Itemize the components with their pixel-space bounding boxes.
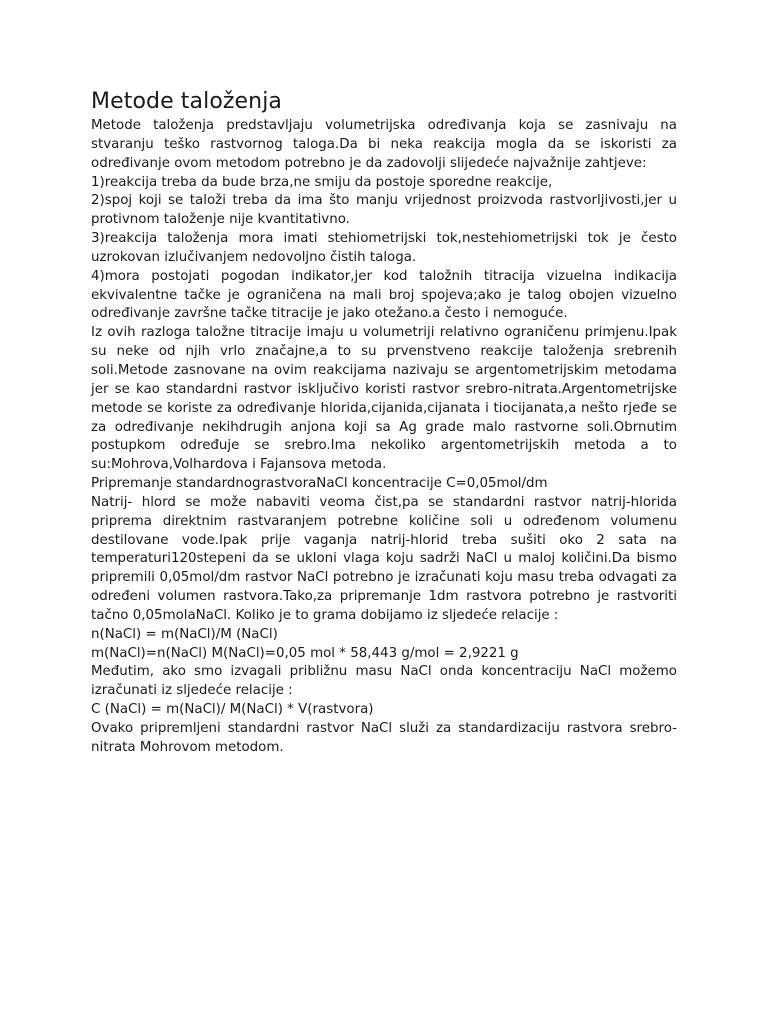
formula-concentration: C (NaCl) = m(NaCl)/ M(NaCl) * V(rastvora)	[91, 702, 374, 718]
document-page	[91, 88, 677, 758]
paragraph-conclusion: Ovako pripremljeni standardni rastvor NaCl služi za standardizaciju rastvora srebro-nitrata Mohrovom metodom.	[91, 721, 677, 755]
paragraph-requirement-2: 2)spoj koji se taloži treba da ima što manju vrijednost proizvoda rastvorljivosti,jer u protivnom taloženje nije kvantitativno.	[91, 193, 677, 228]
paragraph-concentration: Međutim, ako smo izvagali približnu masu NaCl onda koncentraciju NaCl možemo izračunati iz sljedeće relacije :	[91, 664, 677, 699]
formula-moles: n(NaCl) = m(NaCl)/M (NaCl)	[91, 626, 278, 642]
paragraph-nacl-heading: Pripremanje standardnograstvoraNaCl koncentracije C=0,05mol/dm	[91, 476, 548, 492]
paragraph-argentometry: Iz ovih razloga taložne titracije imaju u volumetriji relativno ograničenu primjenu.Ipak su neke od njih vrlo značajne,a to su prvenstveno reakcije taloženja srebrenih soli.Metode zasnovane na ovim reakcijama nazivaju se argentometrijskim metodama jer se kao standardni rastvor isključivo koristi rastvor srebro-nitrata.Argentometrijske metode se koriste za određivanje hlorida,cijanida,cijanata i tiocijanata,a nešto rjeđe se za određivanje nekihdrugih anjona koji sa Ag grade malo rastvorne soli.Obrnutim postupkom određuje se srebro.Ima nekoliko argentometrijskih metoda a to su:Mohrova,Volhardova i Fajansova metoda.	[91, 325, 677, 473]
formula-mass: m(NaCl)=n(NaCl) M(NaCl)=0,05 mol * 58,443 g/mol = 2,9221 g	[91, 645, 519, 661]
page-title: Metode taloženja	[91, 89, 282, 114]
paragraph-requirement-1: 1)reakcija treba da bude brza,ne smiju da postoje sporedne reakcije,	[91, 174, 553, 190]
document-body	[91, 117, 677, 758]
paragraph-requirement-3: 3)reakcija taloženja mora imati stehiometrijski tok,nestehiometrijski tok je često uzrokovan izlučivanjem nedovoljno čistih taloga.	[91, 231, 677, 265]
paragraph-intro: Metode taloženja predstavljaju volumetrijska određivanja koja se zasnivaju na stvaranju teško rastvornog taloga.Da bi neka reakcija mogla da se iskoristi za određivanje ovom metodom potrebno je da zadovolji slijedeće najvažnije zahtjeve:	[91, 118, 677, 171]
paragraph-requirement-4: 4)mora postojati pogodan indikator,jer kod taložnih titracija vizuelna indikacija ekvivalentne tačke je ograničena na mali broj spojeva;ako je talog obojen vizuelno određivanje završne tačke titracije je jako otežano.a često i nemoguće.	[91, 268, 677, 322]
paragraph-nacl-preparation: Natrij- hlord se može nabaviti veoma čist,pa se standardni rastvor natrij-hlorida priprema direktnim rastvaranjem potrebne količine soli u određenom volumenu destilovane vode.Ipak prije vaganja natrij-hlorid treba sušiti oko 2 sata na temperaturi120stepeni da se ukloni vlaga koju sadrži NaCl u maloj količini.Da bismo pripremili 0,05mol/dm rastvor NaCl potrebno je izračunati koju masu treba odvagati za određeni volumen rastvora.Tako,za pripremanje 1dm rastvora potrebno je rastvoriti tačno 0,05molaNaCl. Koliko je to grama dobijamo iz sljedeće relacije :	[91, 494, 677, 623]
